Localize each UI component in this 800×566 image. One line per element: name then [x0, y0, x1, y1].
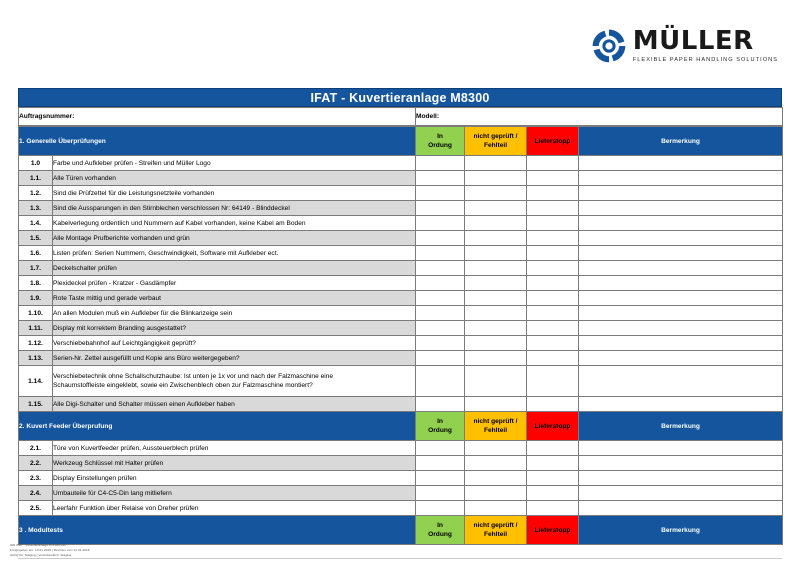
row-description: Farbe und Aufkleber prüfen - Streifen und Müller Logo	[53, 156, 416, 171]
checklist-row	[19, 306, 783, 321]
row-number: 1.11.	[19, 321, 53, 336]
checkbox-nicht-geprueft[interactable]	[465, 351, 527, 366]
remark-cell[interactable]	[579, 321, 783, 336]
meta-row	[19, 108, 783, 126]
row-description: Sind die Aussparungen in den Stirnblechen verschlossen Nr: 64149 - Blinddeckel	[53, 201, 416, 216]
remark-cell[interactable]	[579, 486, 783, 501]
remark-cell[interactable]	[579, 441, 783, 456]
checkbox-in-ordnung[interactable]	[416, 156, 465, 171]
remark-cell[interactable]	[579, 246, 783, 261]
checklist-body	[19, 127, 783, 545]
checkbox-lieferstopp[interactable]	[527, 397, 579, 412]
checkbox-lieferstopp[interactable]	[527, 201, 579, 216]
row-number: 1.7.	[19, 261, 53, 276]
col-header-in-ordnung: In Ordung	[416, 412, 465, 441]
checkbox-nicht-geprueft[interactable]	[465, 276, 527, 291]
remark-cell[interactable]	[579, 336, 783, 351]
checkbox-lieferstopp[interactable]	[527, 216, 579, 231]
row-number: 1.2.	[19, 186, 53, 201]
checkbox-nicht-geprueft[interactable]	[465, 336, 527, 351]
remark-cell[interactable]	[579, 366, 783, 397]
row-description: Türe von Kuvertfeeder prüfen, Aussteuerblech prüfen	[53, 441, 416, 456]
checkbox-in-ordnung[interactable]	[416, 366, 465, 397]
remark-cell[interactable]	[579, 291, 783, 306]
checkbox-lieferstopp[interactable]	[527, 171, 579, 186]
section-header-row	[19, 516, 783, 545]
bottom-rule	[18, 558, 782, 559]
col-header-in-ordnung: In Ordung	[416, 516, 465, 545]
checklist-row	[19, 291, 783, 306]
row-number: 1.4.	[19, 216, 53, 231]
remark-cell[interactable]	[579, 261, 783, 276]
checkbox-nicht-geprueft[interactable]	[465, 171, 527, 186]
row-description: Serien-Nr. Zettel ausgefüllt und Kopie ans Büro weitergegeben?	[53, 351, 416, 366]
checklist-row	[19, 471, 783, 486]
remark-cell[interactable]	[579, 456, 783, 471]
checkbox-nicht-geprueft[interactable]	[465, 456, 527, 471]
checkbox-nicht-geprueft[interactable]	[465, 246, 527, 261]
remark-cell[interactable]	[579, 397, 783, 412]
row-description: Listen prüfen: Serien Nummern, Geschwindigkeit, Software mit Aufkleber ect.	[53, 246, 416, 261]
checkbox-in-ordnung[interactable]	[416, 336, 465, 351]
checklist-row	[19, 171, 783, 186]
checkbox-nicht-geprueft[interactable]	[465, 366, 527, 397]
section-header-row	[19, 127, 783, 156]
row-description: Alle Digi-Schalter und Schalter müssen einen Aufkleber haben	[53, 397, 416, 412]
remark-cell[interactable]	[579, 276, 783, 291]
checkbox-in-ordnung[interactable]	[416, 486, 465, 501]
row-description: Sind die Prüfzettel für die Leistungsnetzteile vorhanden	[53, 186, 416, 201]
checkbox-in-ordnung[interactable]	[416, 456, 465, 471]
checkbox-lieferstopp[interactable]	[527, 456, 579, 471]
section-header-row	[19, 412, 783, 441]
section-title: 2. Kuvert Feeder Überprufung	[19, 412, 416, 441]
remark-cell[interactable]	[579, 351, 783, 366]
row-number: 1.12.	[19, 336, 53, 351]
order-number-field[interactable]: Auftragsnummer:	[19, 108, 416, 126]
col-header-nicht-geprueft: nicht geprüft / Fehlteil	[465, 516, 527, 545]
checkbox-nicht-geprueft[interactable]	[465, 201, 527, 216]
checkbox-lieferstopp[interactable]	[527, 186, 579, 201]
row-description: An allen Modulen muß ein Aufkleber für die Blinkanzeige sein	[53, 306, 416, 321]
remark-cell[interactable]	[579, 471, 783, 486]
checkbox-nicht-geprueft[interactable]	[465, 216, 527, 231]
checkbox-in-ordnung[interactable]	[416, 351, 465, 366]
row-description: Alle Montage Prufberichte vorhanden und grün	[53, 231, 416, 246]
remark-cell[interactable]	[579, 171, 783, 186]
checklist-row	[19, 231, 783, 246]
col-header-in-ordnung: In Ordung	[416, 127, 465, 156]
checkbox-nicht-geprueft[interactable]	[465, 186, 527, 201]
checkbox-lieferstopp[interactable]	[527, 246, 579, 261]
checkbox-lieferstopp[interactable]	[527, 441, 579, 456]
checkbox-in-ordnung[interactable]	[416, 261, 465, 276]
remark-cell[interactable]	[579, 306, 783, 321]
row-description: Verschiebebahnhof auf Leichtgängigkeit geprüft?	[53, 336, 416, 351]
checkbox-nicht-geprueft[interactable]	[465, 261, 527, 276]
brand-wordmark: MÜLLER	[632, 26, 754, 56]
checkbox-lieferstopp[interactable]	[527, 471, 579, 486]
document-footer	[10, 543, 90, 558]
checkbox-lieferstopp[interactable]	[527, 366, 579, 397]
col-header-bermerkung: Bermerkung	[579, 412, 783, 441]
checkbox-nicht-geprueft[interactable]	[465, 501, 527, 516]
row-number: 1.14.	[19, 366, 53, 397]
row-number: 1.0	[19, 156, 53, 171]
row-description: Display Einstellungen prüfen	[53, 471, 416, 486]
row-number: 1.6.	[19, 246, 53, 261]
section-title: 1. Generelle Überprüfungen	[19, 127, 416, 156]
checkbox-lieferstopp[interactable]	[527, 306, 579, 321]
checkbox-in-ordnung[interactable]	[416, 397, 465, 412]
checklist-row	[19, 336, 783, 351]
checkbox-nicht-geprueft[interactable]	[465, 306, 527, 321]
checkbox-in-ordnung[interactable]	[416, 231, 465, 246]
checkbox-lieferstopp[interactable]	[527, 321, 579, 336]
checklist-row	[19, 351, 783, 366]
row-description: Display mit korrektem Branding ausgestattet?	[53, 321, 416, 336]
row-number: 2.4.	[19, 486, 53, 501]
checkbox-in-ordnung[interactable]	[416, 471, 465, 486]
row-number: 1.5.	[19, 231, 53, 246]
checklist-row	[19, 397, 783, 412]
checkbox-nicht-geprueft[interactable]	[465, 471, 527, 486]
checklist-row	[19, 486, 783, 501]
col-header-bermerkung: Bermerkung	[579, 127, 783, 156]
col-header-nicht-geprueft: nicht geprüft / Fehlteil	[465, 127, 527, 156]
document-title: IFAT - Kuvertieranlage M8300	[18, 88, 782, 107]
checklist-row	[19, 366, 783, 397]
checkbox-nicht-geprueft[interactable]	[465, 486, 527, 501]
row-description: Verschiebetechnik ohne Schallschutzhaube: Ist unten je 1x vor und nach der Falzmaschine eine Schaumstoffleiste eingeklebt, sowie ein Zwischenblech oben zur Falzmaschine montiert?	[53, 366, 416, 397]
checkbox-in-ordnung[interactable]	[416, 186, 465, 201]
checkbox-in-ordnung[interactable]	[416, 321, 465, 336]
checklist-row	[19, 246, 783, 261]
checklist-row	[19, 276, 783, 291]
row-description: Alle Türen vorhanden	[53, 171, 416, 186]
muller-swirl-icon	[592, 29, 626, 63]
checkbox-in-ordnung[interactable]	[416, 441, 465, 456]
remark-cell[interactable]	[579, 201, 783, 216]
col-header-lieferstopp: Lieferstopp	[527, 412, 579, 441]
row-number: 1.8.	[19, 276, 53, 291]
checklist-row	[19, 501, 783, 516]
col-header-lieferstopp: Lieferstopp	[527, 127, 579, 156]
row-description: Kabelverlegung ordentlich und Nummern auf Kabel vorhanden, keine Kabel am Boden	[53, 216, 416, 231]
checkbox-in-ordnung[interactable]	[416, 246, 465, 261]
checklist-table	[18, 126, 783, 545]
row-number: 1.10.	[19, 306, 53, 321]
checkbox-lieferstopp[interactable]	[527, 336, 579, 351]
row-description: Rote Taste mittig und gerade verbaut	[53, 291, 416, 306]
row-description: Werkzeug Schlüssel mit Halter prüfen	[53, 456, 416, 471]
checkbox-lieferstopp[interactable]	[527, 501, 579, 516]
remark-cell[interactable]	[579, 156, 783, 171]
footer-line-3: Gültig für: Staging | Verantwortlich: Staging	[10, 553, 72, 557]
footer-line-2: Freigegeben am: 10.01.2018 | Revision vom 11.01.2018	[10, 548, 90, 552]
checkbox-lieferstopp[interactable]	[527, 276, 579, 291]
row-number: 2.1.	[19, 441, 53, 456]
checkbox-lieferstopp[interactable]	[527, 231, 579, 246]
checkbox-lieferstopp[interactable]	[527, 261, 579, 276]
checkbox-lieferstopp[interactable]	[527, 291, 579, 306]
section-title: 3 . Modultests	[19, 516, 416, 545]
checklist-row	[19, 201, 783, 216]
checkbox-lieferstopp[interactable]	[527, 486, 579, 501]
checkbox-in-ordnung[interactable]	[416, 501, 465, 516]
remark-cell[interactable]	[579, 186, 783, 201]
row-description: Plexideckel prüfen - Kratzer - Gasdämpfer	[53, 276, 416, 291]
checkbox-lieferstopp[interactable]	[527, 351, 579, 366]
checkbox-nicht-geprueft[interactable]	[465, 321, 527, 336]
row-description: Leerfahr Funktion über Relaise von Dreher prüfen	[53, 501, 416, 516]
col-header-nicht-geprueft: nicht geprüft / Fehlteil	[465, 412, 527, 441]
remark-cell[interactable]	[579, 501, 783, 516]
row-description: Deckelschalter prüfen	[53, 261, 416, 276]
remark-cell[interactable]	[579, 216, 783, 231]
checkbox-in-ordnung[interactable]	[416, 306, 465, 321]
checkbox-nicht-geprueft[interactable]	[465, 441, 527, 456]
checkbox-nicht-geprueft[interactable]	[465, 231, 527, 246]
row-number: 1.13.	[19, 351, 53, 366]
checkbox-in-ordnung[interactable]	[416, 171, 465, 186]
checklist-row	[19, 456, 783, 471]
checklist-row	[19, 186, 783, 201]
row-number: 1.3.	[19, 201, 53, 216]
model-field[interactable]: Modell:	[416, 108, 783, 126]
checkbox-nicht-geprueft[interactable]	[465, 291, 527, 306]
checklist-sheet	[18, 88, 782, 559]
checkbox-lieferstopp[interactable]	[527, 156, 579, 171]
checkbox-in-ordnung[interactable]	[416, 201, 465, 216]
brand-tagline: FLEXIBLE PAPER HANDLING SOLUTIONS	[632, 57, 778, 63]
col-header-bermerkung: Bermerkung	[579, 516, 783, 545]
checkbox-in-ordnung[interactable]	[416, 276, 465, 291]
row-number: 2.5.	[19, 501, 53, 516]
col-header-lieferstopp: Lieferstopp	[527, 516, 579, 545]
checklist-row	[19, 441, 783, 456]
checkbox-nicht-geprueft[interactable]	[465, 397, 527, 412]
brand-logo	[592, 28, 778, 64]
remark-cell[interactable]	[579, 231, 783, 246]
row-number: 1.15.	[19, 397, 53, 412]
checkbox-in-ordnung[interactable]	[416, 216, 465, 231]
logo-band	[0, 0, 800, 80]
checklist-row	[19, 156, 783, 171]
checkbox-in-ordnung[interactable]	[416, 291, 465, 306]
row-number: 1.9.	[19, 291, 53, 306]
checklist-row	[19, 261, 783, 276]
row-description: Umbauteile für C4-C5-Din lang mitliefern	[53, 486, 416, 501]
footer-line-1: 000 IFAT - Kuvertieranlage M 8300.xlsx	[10, 543, 66, 547]
row-number: 1.1.	[19, 171, 53, 186]
meta-table	[18, 107, 783, 126]
checkbox-nicht-geprueft[interactable]	[465, 156, 527, 171]
checklist-row	[19, 321, 783, 336]
row-number: 2.2.	[19, 456, 53, 471]
checklist-row	[19, 216, 783, 231]
row-number: 2.3.	[19, 471, 53, 486]
